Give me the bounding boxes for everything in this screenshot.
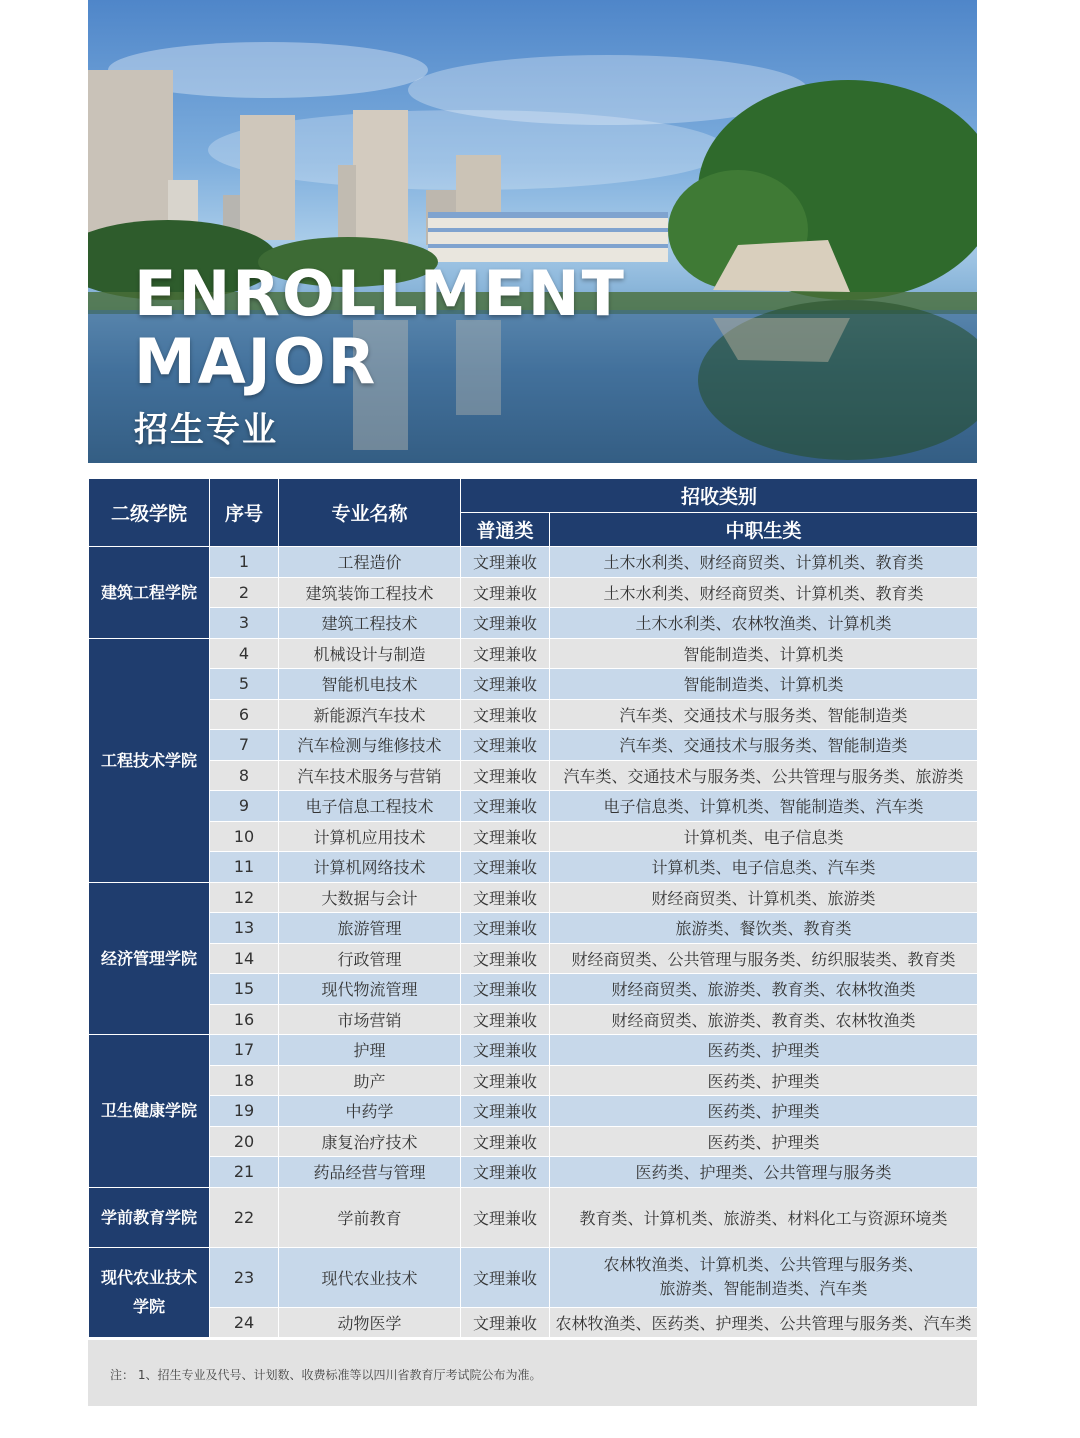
general-category: 文理兼收 [461,1126,550,1157]
row-number: 8 [210,760,279,791]
major-name: 现代物流管理 [279,974,461,1005]
row-number: 21 [210,1157,279,1188]
vocational-category: 计算机类、电子信息类、汽车类 [550,852,978,883]
vocational-category [550,1247,978,1307]
vocational-category: 旅游类、餐饮类、教育类 [550,913,978,944]
vocational-category: 医药类、护理类 [550,1126,978,1157]
general-category: 文理兼收 [461,913,550,944]
table-row [89,669,978,700]
row-number: 5 [210,669,279,700]
row-number: 14 [210,943,279,974]
college-cell: 学前教育学院 [89,1187,210,1247]
major-name: 旅游管理 [279,913,461,944]
vocational-category: 财经商贸类、计算机类、旅游类 [550,882,978,913]
college-cell [89,1247,210,1338]
header-college: 二级学院 [89,479,210,547]
major-name: 电子信息工程技术 [279,791,461,822]
vocational-line: 农林牧渔类、计算机类、公共管理与服务类、 [603,1255,924,1274]
major-name: 机械设计与制造 [279,638,461,669]
row-number: 19 [210,1096,279,1127]
general-category: 文理兼收 [461,547,550,578]
row-number: 18 [210,1065,279,1096]
row-number: 16 [210,1004,279,1035]
table-row [89,1247,978,1307]
vocational-category: 农林牧渔类、医药类、护理类、公共管理与服务类、汽车类 [550,1307,978,1338]
general-category: 文理兼收 [461,1096,550,1127]
row-number: 7 [210,730,279,761]
general-category: 文理兼收 [461,852,550,883]
major-name: 现代农业技术 [279,1247,461,1307]
general-category: 文理兼收 [461,1035,550,1066]
table-row [89,791,978,822]
table-row [89,1126,978,1157]
general-category: 文理兼收 [461,943,550,974]
college-label-line: 学院 [132,1297,165,1317]
row-number: 11 [210,852,279,883]
general-category: 文理兼收 [461,1247,550,1307]
hero-banner [88,0,977,463]
major-name: 新能源汽车技术 [279,699,461,730]
table-row [89,821,978,852]
vocational-category: 医药类、护理类 [550,1035,978,1066]
table-row [89,760,978,791]
major-name: 护理 [279,1035,461,1066]
header-no: 序号 [210,479,279,547]
major-name: 学前教育 [279,1187,461,1247]
general-category: 文理兼收 [461,1065,550,1096]
hero-title-line1: ENROLLMENT [134,257,626,330]
major-name: 建筑工程技术 [279,608,461,639]
hero-title [134,257,626,398]
vocational-category: 汽车类、交通技术与服务类、智能制造类 [550,730,978,761]
table-row [89,608,978,639]
major-name: 行政管理 [279,943,461,974]
major-name: 建筑装饰工程技术 [279,577,461,608]
row-number: 24 [210,1307,279,1338]
row-number: 22 [210,1187,279,1247]
vocational-category: 智能制造类、计算机类 [550,669,978,700]
hero-subtitle: 招生专业 [134,410,278,450]
college-cell: 建筑工程学院 [89,547,210,639]
vocational-category: 土木水利类、财经商贸类、计算机类、教育类 [550,547,978,578]
table-row [89,1035,978,1066]
major-name: 市场营销 [279,1004,461,1035]
major-name: 汽车技术服务与营销 [279,760,461,791]
major-name: 工程造价 [279,547,461,578]
college-label-line: 现代农业技术 [100,1268,197,1288]
row-number: 4 [210,638,279,669]
vocational-category: 医药类、护理类、公共管理与服务类 [550,1157,978,1188]
general-category: 文理兼收 [461,669,550,700]
major-name: 中药学 [279,1096,461,1127]
header-category: 招收类别 [461,479,978,513]
vocational-category: 汽车类、交通技术与服务类、公共管理与服务类、旅游类 [550,760,978,791]
table-row [89,730,978,761]
major-name: 汽车检测与维修技术 [279,730,461,761]
table-row [89,638,978,669]
general-category: 文理兼收 [461,699,550,730]
vocational-category: 财经商贸类、旅游类、教育类、农林牧渔类 [550,1004,978,1035]
general-category: 文理兼收 [461,608,550,639]
general-category: 文理兼收 [461,730,550,761]
general-category: 文理兼收 [461,1307,550,1338]
table-row [89,577,978,608]
major-name: 计算机网络技术 [279,852,461,883]
table-body [89,547,978,1338]
hero-title-line2: MAJOR [134,325,378,398]
vocational-category: 计算机类、电子信息类 [550,821,978,852]
row-number: 1 [210,547,279,578]
vocational-category: 医药类、护理类 [550,1065,978,1096]
college-cell: 卫生健康学院 [89,1035,210,1188]
general-category: 文理兼收 [461,882,550,913]
vocational-category: 土木水利类、农林牧渔类、计算机类 [550,608,978,639]
header-vocational: 中职生类 [550,513,978,547]
vocational-category: 电子信息类、计算机类、智能制造类、汽车类 [550,791,978,822]
row-number: 2 [210,577,279,608]
table-row [89,1187,978,1247]
table-row [89,1004,978,1035]
vocational-category: 汽车类、交通技术与服务类、智能制造类 [550,699,978,730]
table-row [89,943,978,974]
row-number: 15 [210,974,279,1005]
general-category: 文理兼收 [461,791,550,822]
vocational-category: 医药类、护理类 [550,1096,978,1127]
college-cell: 经济管理学院 [89,882,210,1035]
table-row [89,1157,978,1188]
college-cell: 工程技术学院 [89,638,210,882]
major-name: 大数据与会计 [279,882,461,913]
table-row [89,913,978,944]
row-number: 12 [210,882,279,913]
row-number: 17 [210,1035,279,1066]
major-name: 康复治疗技术 [279,1126,461,1157]
row-number: 20 [210,1126,279,1157]
vocational-category: 财经商贸类、旅游类、教育类、农林牧渔类 [550,974,978,1005]
general-category: 文理兼收 [461,638,550,669]
table-row [89,1065,978,1096]
general-category: 文理兼收 [461,974,550,1005]
row-number: 9 [210,791,279,822]
table-row [89,547,978,578]
vocational-category: 智能制造类、计算机类 [550,638,978,669]
row-number: 6 [210,699,279,730]
table-row [89,1096,978,1127]
table-row [89,882,978,913]
header-general: 普通类 [461,513,550,547]
vocational-category: 财经商贸类、公共管理与服务类、纺织服装类、教育类 [550,943,978,974]
major-name: 计算机应用技术 [279,821,461,852]
header-major: 专业名称 [279,479,461,547]
major-name: 药品经营与管理 [279,1157,461,1188]
footnote-text: 注： 1、招生专业及代号、计划数、收费标准等以四川省教育厅考试院公布为准。 [110,1368,542,1382]
row-number: 3 [210,608,279,639]
general-category: 文理兼收 [461,577,550,608]
vocational-category: 教育类、计算机类、旅游类、材料化工与资源环境类 [550,1187,978,1247]
row-number: 23 [210,1247,279,1307]
general-category: 文理兼收 [461,1004,550,1035]
vocational-category: 土木水利类、财经商贸类、计算机类、教育类 [550,577,978,608]
general-category: 文理兼收 [461,760,550,791]
table-row [89,852,978,883]
table-row [89,1307,978,1338]
row-number: 13 [210,913,279,944]
major-name: 助产 [279,1065,461,1096]
row-number: 10 [210,821,279,852]
footnote [88,1340,977,1406]
major-name: 智能机电技术 [279,669,461,700]
general-category: 文理兼收 [461,1187,550,1247]
table-row [89,699,978,730]
enrollment-table [88,478,978,1338]
general-category: 文理兼收 [461,1157,550,1188]
vocational-line: 旅游类、智能制造类、汽车类 [659,1279,868,1298]
general-category: 文理兼收 [461,821,550,852]
table-row [89,974,978,1005]
major-name: 动物医学 [279,1307,461,1338]
